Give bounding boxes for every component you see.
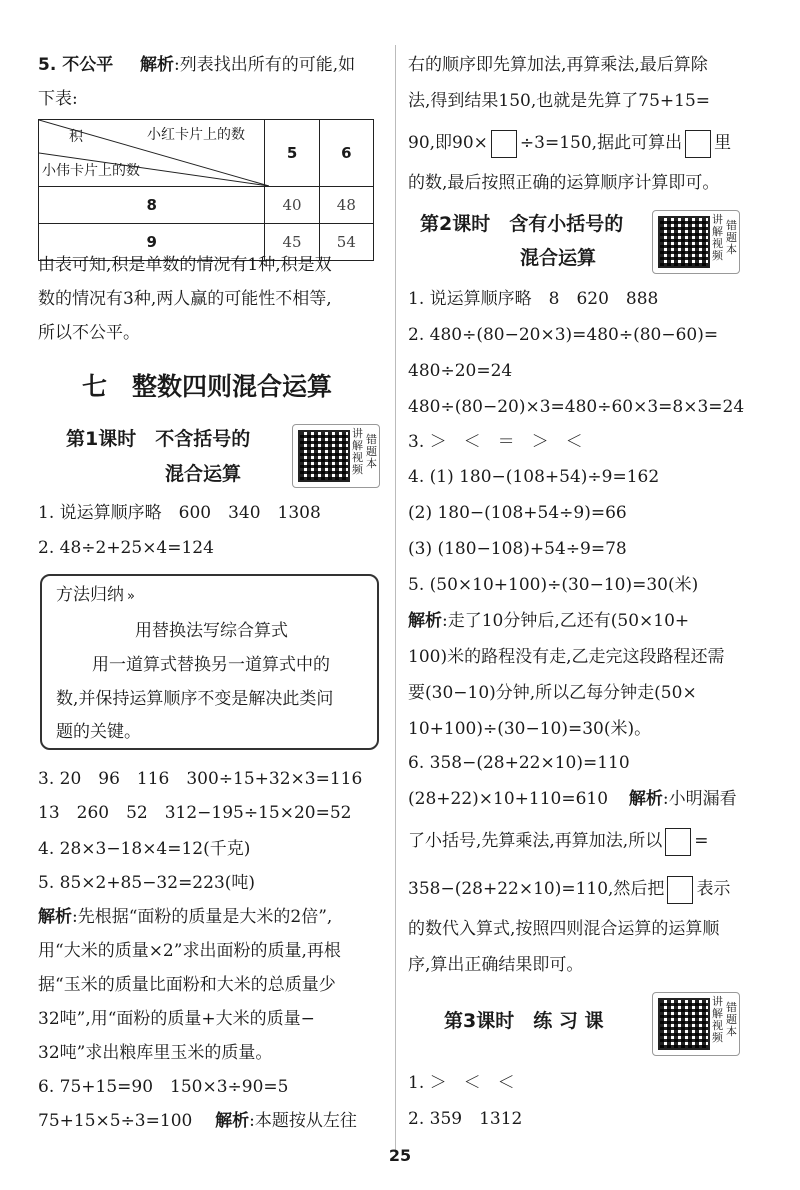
l2-q4c: (3) (180−108)+54÷9=78 xyxy=(408,539,627,559)
text-line: 据“玉米的质量比面粉和大米的总质量少 xyxy=(38,975,336,995)
row-header: 8 xyxy=(39,187,265,224)
blank-box xyxy=(491,130,517,158)
method-head xyxy=(56,584,135,608)
analysis-label: 解析 xyxy=(38,907,72,927)
l1-q5: 5. 85×2+85−32=223(吨) xyxy=(38,873,256,893)
l2-q2b: 480÷20=24 xyxy=(408,361,513,381)
text-seg: ÷3=150,据此可算出 xyxy=(519,133,683,153)
lesson2-subtitle: 混合运算 xyxy=(520,247,597,269)
l2-q4b: (2) 180−(108+54÷9)=66 xyxy=(408,503,627,523)
analysis-text: :先根据“面粉的质量是大米的2倍”, xyxy=(72,907,333,927)
table-corner xyxy=(39,120,265,187)
q5-answer: 5. 不公平 xyxy=(38,55,114,75)
text-line: 序,算出正确结果即可。 xyxy=(408,955,584,975)
text-seg: 358−(28+22×10)=110,然后把 xyxy=(408,879,665,899)
blank-box xyxy=(665,828,691,856)
text-line xyxy=(408,826,708,856)
col-header: 5 xyxy=(265,120,319,187)
analysis-text: :列表找出所有的可能,如 xyxy=(174,55,356,75)
text-line: 用“大米的质量×2”求出面粉的质量,再根 xyxy=(38,941,341,961)
text-line: 要(30−10)分钟,所以乙每分钟走(50× xyxy=(408,683,697,703)
column-divider xyxy=(395,45,396,1150)
double-chevron-icon: » xyxy=(127,589,135,604)
chapter-title: 七 整数四则混合运算 xyxy=(82,372,333,401)
col-header: 6 xyxy=(319,120,373,187)
qr-label-2: 错题本 xyxy=(726,219,737,256)
l2-q5: 5. (50×10+100)÷(30−10)=30(米) xyxy=(408,575,699,595)
lesson1-title: 第1课时 不含括号的 xyxy=(66,428,251,450)
text-line: 10+100)÷(30−10)=30(米)。 xyxy=(408,719,652,739)
product-table xyxy=(38,119,374,261)
table-cell: 54 xyxy=(319,224,373,261)
text-seg: = xyxy=(694,831,709,851)
text-line: 100)米的路程没有走,乙走完这段路程还需 xyxy=(408,647,725,667)
text-seg: 表示 xyxy=(696,879,731,899)
text-seg: 里 xyxy=(714,133,732,153)
text-line: 32吨”,用“面粉的质量+大米的质量− xyxy=(38,1009,315,1029)
qr-label: 讲解视频 xyxy=(712,995,723,1044)
l-q5-line xyxy=(38,54,355,76)
corner-xiaowei: 小伟卡片上的数 xyxy=(42,163,140,179)
text-line: 右的顺序即先算加法,再算乘法,最后算除 xyxy=(408,55,708,75)
qr-label: 讲解视频 xyxy=(352,427,363,476)
analysis-label: 解析 xyxy=(408,611,442,631)
l1-q5-analysis xyxy=(38,906,332,928)
l3-q2: 2. 359 1312 xyxy=(408,1109,523,1129)
text-line: 由表可知,积是单数的情况有1种,积是双 xyxy=(38,255,332,275)
text-seg: 了小括号,先算乘法,再算加法,所以 xyxy=(408,831,663,851)
analysis-text: :本题按从左往 xyxy=(249,1111,357,1131)
q6-eq: 75+15×5÷3=100 xyxy=(38,1111,193,1131)
text-line: 32吨”求出粮库里玉米的质量。 xyxy=(38,1043,273,1063)
l3-q1: 1. ＞ ＜ ＜ xyxy=(408,1073,515,1093)
l2-q2a: 2. 480÷(80−20×3)=480÷(80−60)= xyxy=(408,325,719,345)
text-seg: 90,即90× xyxy=(408,133,488,153)
l1-q4: 4. 28×3−18×4=12(千克) xyxy=(38,839,251,859)
l2-q3: 3. ＞ ＜ ＝ ＞ ＜ xyxy=(408,432,583,452)
l1-q2: 2. 48÷2+25×4=124 xyxy=(38,538,214,558)
l1-q3b: 13 260 52 312−195÷15×20=52 xyxy=(38,803,352,823)
table-row xyxy=(39,187,374,224)
l2-q5-analysis xyxy=(408,610,689,632)
qr-code-icon[interactable] xyxy=(658,998,710,1050)
lesson1-subtitle: 混合运算 xyxy=(165,463,242,485)
method-head-text: 方法归纳 xyxy=(56,585,124,605)
l2-q6a: 6. 358−(28+22×10)=110 xyxy=(408,753,630,773)
l2-q1: 1. 说运算顺序略 8 620 888 xyxy=(408,289,659,309)
corner-product: 积 xyxy=(69,129,83,145)
l1-q3a: 3. 20 96 116 300÷15+32×3=116 xyxy=(38,769,363,789)
text-line xyxy=(408,128,731,158)
text-line xyxy=(408,874,730,904)
l1-q6b xyxy=(38,1110,357,1132)
l-q5-line2: 下表: xyxy=(38,89,78,109)
table-cell: 48 xyxy=(319,187,373,224)
analysis-label: 解析 xyxy=(215,1111,250,1131)
qr-code-icon[interactable] xyxy=(298,430,350,482)
l2-q6b xyxy=(408,788,737,810)
text-line: 的数,最后按照正确的运算顺序计算即可。 xyxy=(408,173,720,193)
row-header: 9 xyxy=(39,224,265,261)
analysis-label: 解析 xyxy=(628,789,663,809)
analysis-text: :走了10分钟后,乙还有(50×10+ xyxy=(442,611,690,631)
lesson3-title: 第3课时 练 习 课 xyxy=(444,1010,604,1032)
method-line: 用一道算式替换另一道算式中的 xyxy=(92,655,330,675)
text-line: 数的情况有3种,两人赢的可能性不相等, xyxy=(38,289,332,309)
table-cell: 40 xyxy=(265,187,319,224)
method-line: 题的关键。 xyxy=(56,722,141,742)
l2-q2c: 480÷(80−20)×3=480÷60×3=8×3=24 xyxy=(408,397,745,417)
qr-code-icon[interactable] xyxy=(658,216,710,268)
l2-q4a: 4. (1) 180−(108+54)÷9=162 xyxy=(408,467,660,487)
blank-box xyxy=(685,130,711,158)
text-line: 所以不公平。 xyxy=(38,323,140,343)
text-line: 的数代入算式,按照四则混合运算的运算顺 xyxy=(408,919,720,939)
qr-label: 讲解视频 xyxy=(712,213,723,262)
qr-label-2: 错题本 xyxy=(726,1001,737,1038)
text-line: 法,得到结果150,也就是先算了75+15= xyxy=(408,91,711,111)
l1-q6a: 6. 75+15=90 150×3÷90=5 xyxy=(38,1077,289,1097)
qr-label-2: 错题本 xyxy=(366,433,377,470)
analysis-text: :小明漏看 xyxy=(662,789,737,809)
table-cell: 45 xyxy=(265,224,319,261)
analysis-label: 解析 xyxy=(140,55,175,75)
method-title: 用替换法写综合算式 xyxy=(135,621,288,641)
l1-q1: 1. 说运算顺序略 600 340 1308 xyxy=(38,503,321,523)
q6-eq: (28+22)×10+110=610 xyxy=(408,789,609,809)
lesson2-title: 第2课时 含有小括号的 xyxy=(420,213,624,235)
blank-box xyxy=(667,876,693,904)
page-number: 25 xyxy=(388,1146,412,1165)
method-line: 数,并保持运算顺序不变是解决此类问 xyxy=(56,689,334,709)
corner-xiaohong: 小红卡片上的数 xyxy=(147,127,245,143)
